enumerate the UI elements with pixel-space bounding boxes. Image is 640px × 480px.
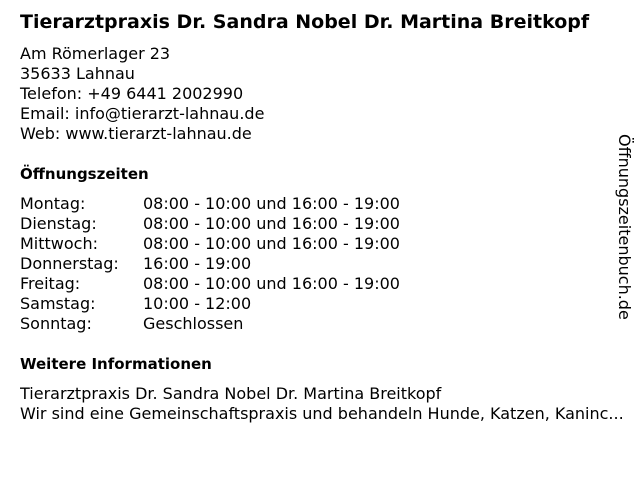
phone-number: Telefon: +49 6441 2002990 (20, 84, 244, 103)
more-info-line: Wir sind eine Gemeinschaftspraxis und behandeln Hunde, Katzen, Kaninc... (20, 404, 624, 423)
hours-time: 08:00 - 10:00 und 16:00 - 19:00 (143, 194, 400, 213)
hours-time: 08:00 - 10:00 und 16:00 - 19:00 (143, 274, 400, 293)
opening-hours-heading: Öffnungszeiten (20, 165, 149, 183)
opening-hours-table (20, 194, 400, 334)
hours-day: Samstag: (20, 294, 96, 313)
more-info-text (20, 384, 630, 424)
hours-row-wednesday (20, 234, 400, 254)
website-address: Web: www.tierarzt-lahnau.de (20, 124, 252, 143)
hours-day: Mittwoch: (20, 234, 98, 253)
hours-row-saturday (20, 294, 400, 314)
hours-row-tuesday (20, 214, 400, 234)
hours-time: 16:00 - 19:00 (143, 254, 252, 273)
hours-day: Dienstag: (20, 214, 97, 233)
hours-row-thursday (20, 254, 400, 274)
practice-title: Tierarztpraxis Dr. Sandra Nobel Dr. Martina Breitkopf (20, 11, 590, 33)
more-info-line: Tierarztpraxis Dr. Sandra Nobel Dr. Martina Breitkopf (20, 384, 442, 403)
hours-day: Montag: (20, 194, 86, 213)
contact-block (20, 44, 264, 144)
email-address: Email: info@tierarzt-lahnau.de (20, 104, 265, 123)
hours-day: Donnerstag: (20, 254, 119, 273)
hours-time: 08:00 - 10:00 und 16:00 - 19:00 (143, 234, 400, 253)
street-address: Am Römerlager 23 (20, 44, 171, 63)
city-address: 35633 Lahnau (20, 64, 135, 83)
hours-row-monday (20, 194, 400, 214)
hours-day: Freitag: (20, 274, 81, 293)
site-watermark: Öffnungszeitenbuch.de (615, 134, 634, 320)
hours-time: 08:00 - 10:00 und 16:00 - 19:00 (143, 214, 400, 233)
hours-row-sunday (20, 314, 400, 334)
more-info-heading: Weitere Informationen (20, 355, 212, 373)
hours-row-friday (20, 274, 400, 294)
hours-time: Geschlossen (143, 314, 244, 333)
hours-day: Sonntag: (20, 314, 92, 333)
hours-time: 10:00 - 12:00 (143, 294, 252, 313)
